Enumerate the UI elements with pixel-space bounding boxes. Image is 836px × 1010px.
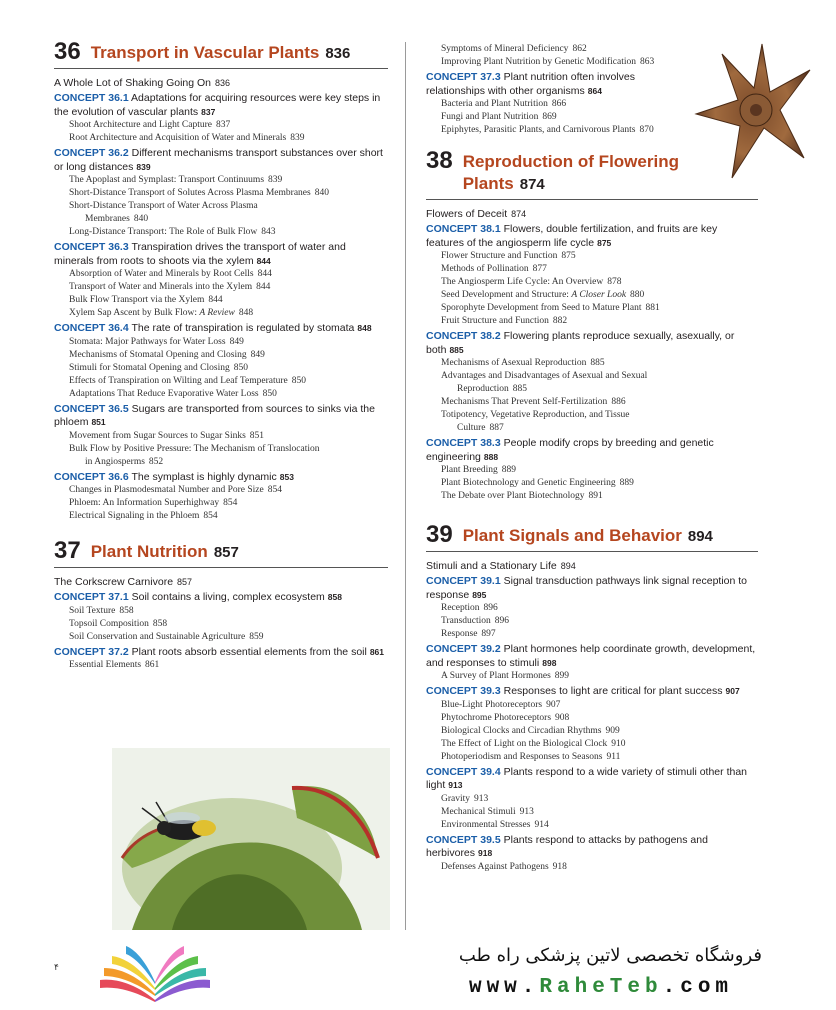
chapter-heading xyxy=(54,40,388,69)
topic-item: Root Architecture and Acquisition of Water and Minerals 839 xyxy=(69,133,305,143)
concept-heading: CONCEPT 38.1 Flowers, double fertilization, and fruits are key features of the angiosperm life cycle 875 xyxy=(426,223,718,249)
topic-item: Adaptations That Reduce Evaporative Water Loss 850 xyxy=(69,388,277,399)
star-seed-pod-image xyxy=(692,40,814,182)
chapter-heading xyxy=(54,539,388,568)
chapter-page: 836 xyxy=(325,45,351,62)
topic-item: Transport of Water and Minerals into the Xylem 844 xyxy=(69,282,271,292)
concept-heading: CONCEPT 36.2 Different mechanisms transport substances over short or long distances 839 xyxy=(54,147,383,173)
concept-heading: CONCEPT 39.2 Plant hormones help coordinate growth, development, and responses to stimuli 898 xyxy=(426,643,756,669)
topic-item: Epiphytes, Parasitic Plants, and Carnivorous Plants 870 xyxy=(441,125,654,135)
topic-item: Biological Clocks and Circadian Rhythms 909 xyxy=(441,725,620,736)
chapter-number: 37 xyxy=(54,537,81,564)
store-url[interactable]: www.RaheTeb.com xyxy=(468,976,734,999)
chapter-37 xyxy=(54,539,388,672)
concept-heading: CONCEPT 36.5 Sugars are transported from sources to sinks via the phloem 851 xyxy=(54,402,375,428)
topic-item: Fruit Structure and Function 882 xyxy=(441,316,568,326)
topic-item: The Effect of Light on the Biological Clock 910 xyxy=(441,738,626,749)
topic-item: Absorption of Water and Minerals by Root Cells 844 xyxy=(69,269,272,279)
concept-heading: CONCEPT 39.4 Plants respond to a wide variety of stimuli other than light 913 xyxy=(426,765,748,791)
concept-heading: CONCEPT 39.5 Plants respond to attacks by pathogens and herbivores 918 xyxy=(426,833,708,859)
concept-heading: CONCEPT 36.4 The rate of transpiration is regulated by stomata 848 xyxy=(54,322,372,334)
topic-item: The Debate over Plant Biotechnology 891 xyxy=(441,491,603,501)
topic-item: Plant Biotechnology and Genetic Engineering 889 xyxy=(441,478,634,488)
topic-item: Bulk Flow by Positive Pressure: The Mechanism of Translocation in Angiosperms 852 xyxy=(69,443,320,467)
topic-item: Photoperiodism and Responses to Seasons 911 xyxy=(441,751,621,762)
topic-item: Mechanisms of Stomatal Opening and Closing 849 xyxy=(69,349,265,360)
topic-item: Phloem: An Information Superhighway 854 xyxy=(69,498,238,508)
chapter-heading xyxy=(426,523,758,552)
topic-item: Advantages and Disadvantages of Asexual and Sexual Reproduction 885 xyxy=(441,371,648,394)
chapter-39 xyxy=(426,523,758,874)
chapter-title: Transport in Vascular Plants 836 xyxy=(90,43,351,62)
topic-item: A Survey of Plant Hormones 899 xyxy=(441,671,570,681)
topic-item: The Apoplast and Symplast: Transport Continuums 839 xyxy=(69,175,283,185)
topic-item: Totipotency, Vegetative Reproduction, and Tissue Culture 887 xyxy=(441,410,630,433)
topic-item: Reception 896 xyxy=(441,603,498,613)
topic-item: Bulk Flow Transport via the Xylem 844 xyxy=(69,295,223,305)
topic-item: Long-Distance Transport: The Role of Bulk Flow 843 xyxy=(69,227,276,237)
concept-heading: CONCEPT 36.1 Adaptations for acquiring resources were key steps in the evolution of vascular plants 837 xyxy=(54,92,381,118)
chapter-intro: Stimuli and a Stationary Life 894 xyxy=(426,560,576,572)
topic-item: Essential Elements 861 xyxy=(69,660,160,670)
concept-heading: CONCEPT 37.2 Plant roots absorb essential elements from the soil 861 xyxy=(54,645,385,658)
topic-item: Gravity 913 xyxy=(441,793,489,804)
topic-item: Methods of Pollination 877 xyxy=(441,264,547,274)
concept-heading: CONCEPT 37.1 Soil contains a living, complex ecosystem 858 xyxy=(54,591,342,603)
topic-item: Defenses Against Pathogens 918 xyxy=(441,861,567,872)
concept-heading: CONCEPT 37.3 Plant nutrition often involves relationships with other organisms 864 xyxy=(426,71,635,97)
topic-item: Sporophyte Development from Seed to Mature Plant 881 xyxy=(441,303,660,313)
chapter-page: 857 xyxy=(213,544,239,561)
topic-item: Changes in Plasmodesmatal Number and Pore Size 854 xyxy=(69,485,282,495)
topic-item: Blue-Light Photoreceptors 907 xyxy=(441,699,561,710)
topic-item: Symptoms of Mineral Deficiency 862 xyxy=(441,44,587,54)
chapter-intro: A Whole Lot of Shaking Going On 836 xyxy=(54,77,231,89)
chapter-number: 38 xyxy=(426,147,453,174)
chapter-number: 39 xyxy=(426,521,453,548)
page-mark: ۴ xyxy=(54,962,59,972)
concept-heading: CONCEPT 36.3 Transpiration drives the transport of water and minerals from roots to shoots via the xylem 844 xyxy=(54,241,346,267)
topic-item: Soil Texture 858 xyxy=(69,605,134,616)
topic-item: Improving Plant Nutrition by Genetic Modification 863 xyxy=(441,57,655,67)
topic-item: Short-Distance Transport of Solutes Across Plasma Membranes 840 xyxy=(69,188,329,198)
chapter-36 xyxy=(54,40,388,523)
venus-flytrap-image xyxy=(112,748,390,930)
topic-item: Topsoil Composition 858 xyxy=(69,618,168,629)
topic-item: Plant Breeding 889 xyxy=(441,465,516,475)
topic-item: Bacteria and Plant Nutrition 866 xyxy=(441,99,567,109)
topic-item: Xylem Sap Ascent by Bulk Flow: A Review 848 xyxy=(69,308,254,318)
topic-item: Environmental Stresses 914 xyxy=(441,819,549,830)
chapter-page: 894 xyxy=(687,528,713,545)
topic-item: Fungi and Plant Nutrition 869 xyxy=(441,112,557,122)
chapter-number: 36 xyxy=(54,38,81,65)
topic-item: Mechanical Stimuli 913 xyxy=(441,806,534,817)
concept-heading: CONCEPT 38.3 People modify crops by breeding and genetic engineering 888 xyxy=(426,437,714,463)
concept-heading: CONCEPT 36.6 The symplast is highly dynamic 853 xyxy=(54,470,294,483)
chapter-page: 874 xyxy=(519,176,545,193)
topic-item: Stomata: Major Pathways for Water Loss 849 xyxy=(69,336,244,347)
concept-heading: CONCEPT 38.2 Flowering plants reproduce sexually, asexually, or both 885 xyxy=(426,330,735,356)
chapter-38 xyxy=(426,149,758,503)
topic-item: Mechanisms of Asexual Reproduction 885 xyxy=(441,358,605,368)
topic-item: Transduction 896 xyxy=(441,616,510,626)
column-divider xyxy=(405,42,406,930)
topic-item: Mechanisms That Prevent Self-Fertilization 886 xyxy=(441,397,626,407)
chapter-title: Plant Nutrition 857 xyxy=(90,542,239,561)
topic-item: Shoot Architecture and Light Capture 837 xyxy=(69,120,231,130)
open-book-logo xyxy=(96,944,214,1004)
topic-item: Effects of Transpiration on Wilting and Leaf Temperature 850 xyxy=(69,375,306,386)
left-column xyxy=(54,40,388,686)
topic-item: The Angiosperm Life Cycle: An Overview 878 xyxy=(441,277,622,287)
topic-item: Flower Structure and Function 875 xyxy=(441,251,576,261)
concept-heading: CONCEPT 39.3 Responses to light are critical for plant success 907 xyxy=(426,685,740,697)
store-name-persian: فروشگاه تخصصی لاتین پزشکی راه طب xyxy=(458,945,762,966)
chapter-title: Reproduction of Flowering Plants 874 xyxy=(462,152,679,193)
concept-heading: CONCEPT 39.1 Signal transduction pathways link signal reception to response 895 xyxy=(426,575,748,601)
chapter-title: Plant Signals and Behavior 894 xyxy=(462,526,713,545)
topic-item: Soil Conservation and Sustainable Agriculture 859 xyxy=(69,631,264,642)
topic-item: Short-Distance Transport of Water Across Plasma Membranes 840 xyxy=(69,201,258,224)
topic-item: Electrical Signaling in the Phloem 854 xyxy=(69,511,218,521)
topic-item: Seed Development and Structure: A Closer Look 880 xyxy=(441,290,645,300)
chapter-intro: The Corkscrew Carnivore 857 xyxy=(54,576,193,588)
topic-item: Movement from Sugar Sources to Sugar Sinks 851 xyxy=(69,430,265,441)
topic-item: Response 897 xyxy=(441,629,496,639)
chapter-intro: Flowers of Deceit 874 xyxy=(426,208,527,220)
topic-item: Stimuli for Stomatal Opening and Closing 850 xyxy=(69,362,248,373)
topic-item: Phytochrome Photoreceptors 908 xyxy=(441,712,570,723)
